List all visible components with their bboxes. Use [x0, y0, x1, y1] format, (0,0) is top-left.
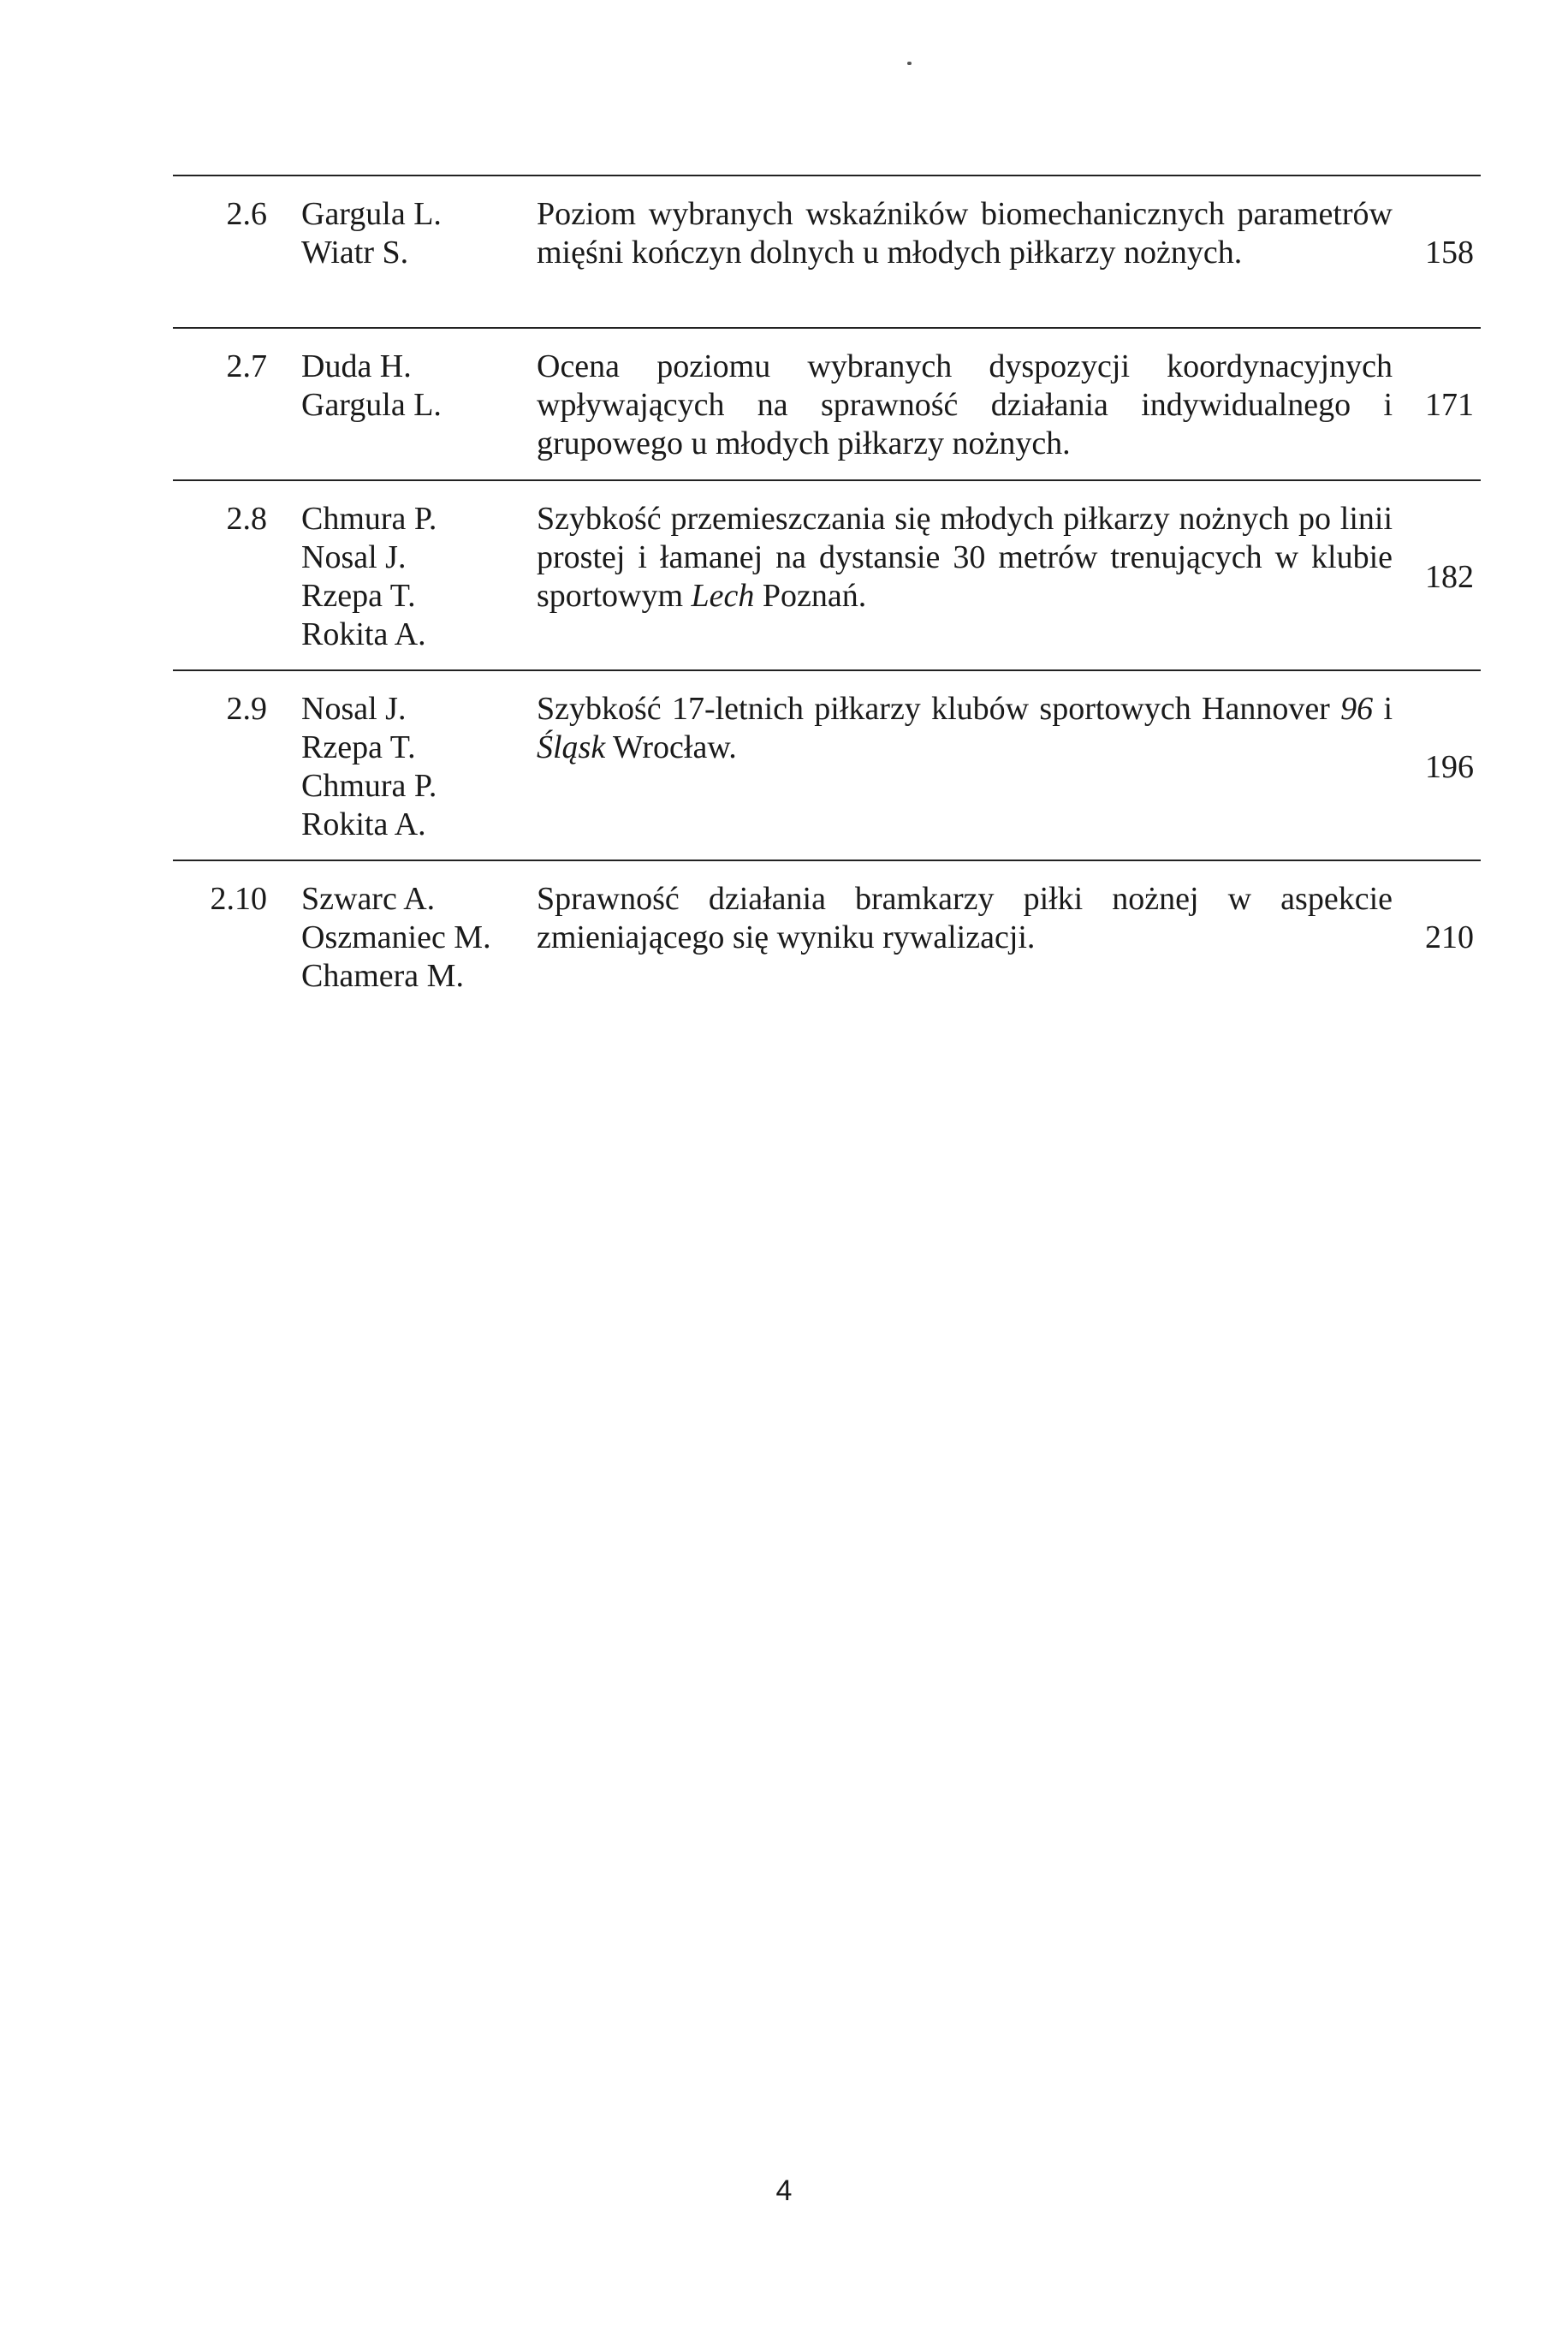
author: Oszmaniec M. [301, 919, 491, 955]
toc-entry [173, 481, 1481, 669]
author: Nosal J. [301, 539, 407, 575]
entry-title [537, 880, 1393, 957]
entry-number: 2.7 [226, 348, 267, 384]
title-text-italic: Śląsk [537, 729, 606, 765]
title-text: Poziom wybranych wskaźników biomechanicznych parametrów mięśni kończyn dolnych u młodych piłkarzy nożnych. [537, 196, 1393, 271]
entry-authors [301, 690, 532, 844]
entry-number: 2.9 [226, 691, 267, 727]
author: Gargula L. [301, 387, 442, 423]
author: Wiatr S. [301, 235, 409, 271]
author: Chmura P. [301, 501, 437, 537]
entry-number: 2.8 [226, 501, 267, 537]
author: Rokita A. [301, 616, 426, 652]
entry-authors [301, 500, 532, 654]
title-text: i [1373, 691, 1393, 727]
entry-authors [301, 348, 532, 425]
title-text: Poznań. [754, 578, 867, 614]
entry-number: 2.10 [210, 881, 267, 917]
entry-page: 158 [1425, 235, 1474, 271]
entry-page: 182 [1425, 559, 1474, 595]
entry-title [537, 195, 1393, 272]
entry-number: 2.6 [226, 196, 267, 232]
title-text: Szybkość 17-letnich piłkarzy klubów sportowych Hannover [537, 691, 1341, 727]
author: Gargula L. [301, 196, 442, 232]
author: Duda H. [301, 348, 412, 384]
title-text-italic: 96 [1340, 691, 1374, 727]
title-text: Ocena poziomu wybranych dyspozycji koordynacyjnych wpływających na sprawność działania indywidualnego i grupowego u młodych piłkarzy nożnych. [537, 348, 1393, 461]
entry-page: 196 [1425, 749, 1474, 785]
toc-entry [173, 176, 1481, 327]
title-text: Szybkość przemieszczania się młodych piłkarzy nożnych po linii prostej i łamanej na dystansie 30 metrów trenujących w klubie sportowym [537, 501, 1393, 614]
entry-authors [301, 880, 532, 996]
entry-authors [301, 195, 532, 272]
author: Szwarc A. [301, 881, 436, 917]
title-text: Sprawność działania bramkarzy piłki nożnej w aspekcie zmieniającego się wyniku rywalizacji. [537, 881, 1393, 955]
scan-speck [907, 62, 912, 65]
entry-title [537, 348, 1393, 463]
toc-entry [173, 861, 1481, 1012]
author: Rokita A. [301, 806, 426, 842]
entry-title [537, 690, 1393, 767]
toc-entry [173, 329, 1481, 479]
entry-title [537, 500, 1393, 616]
author: Chamera M. [301, 958, 464, 994]
author: Nosal J. [301, 691, 407, 727]
entry-page: 171 [1425, 387, 1474, 423]
title-text: Wrocław. [605, 729, 737, 765]
author: Rzepa T. [301, 729, 416, 765]
title-text-italic: Lech [691, 578, 755, 614]
table-of-contents [173, 175, 1481, 1012]
author: Rzepa T. [301, 578, 416, 614]
toc-entry [173, 671, 1481, 860]
author: Chmura P. [301, 768, 437, 804]
page-number: 4 [775, 2174, 793, 2207]
entry-page: 210 [1425, 919, 1474, 955]
